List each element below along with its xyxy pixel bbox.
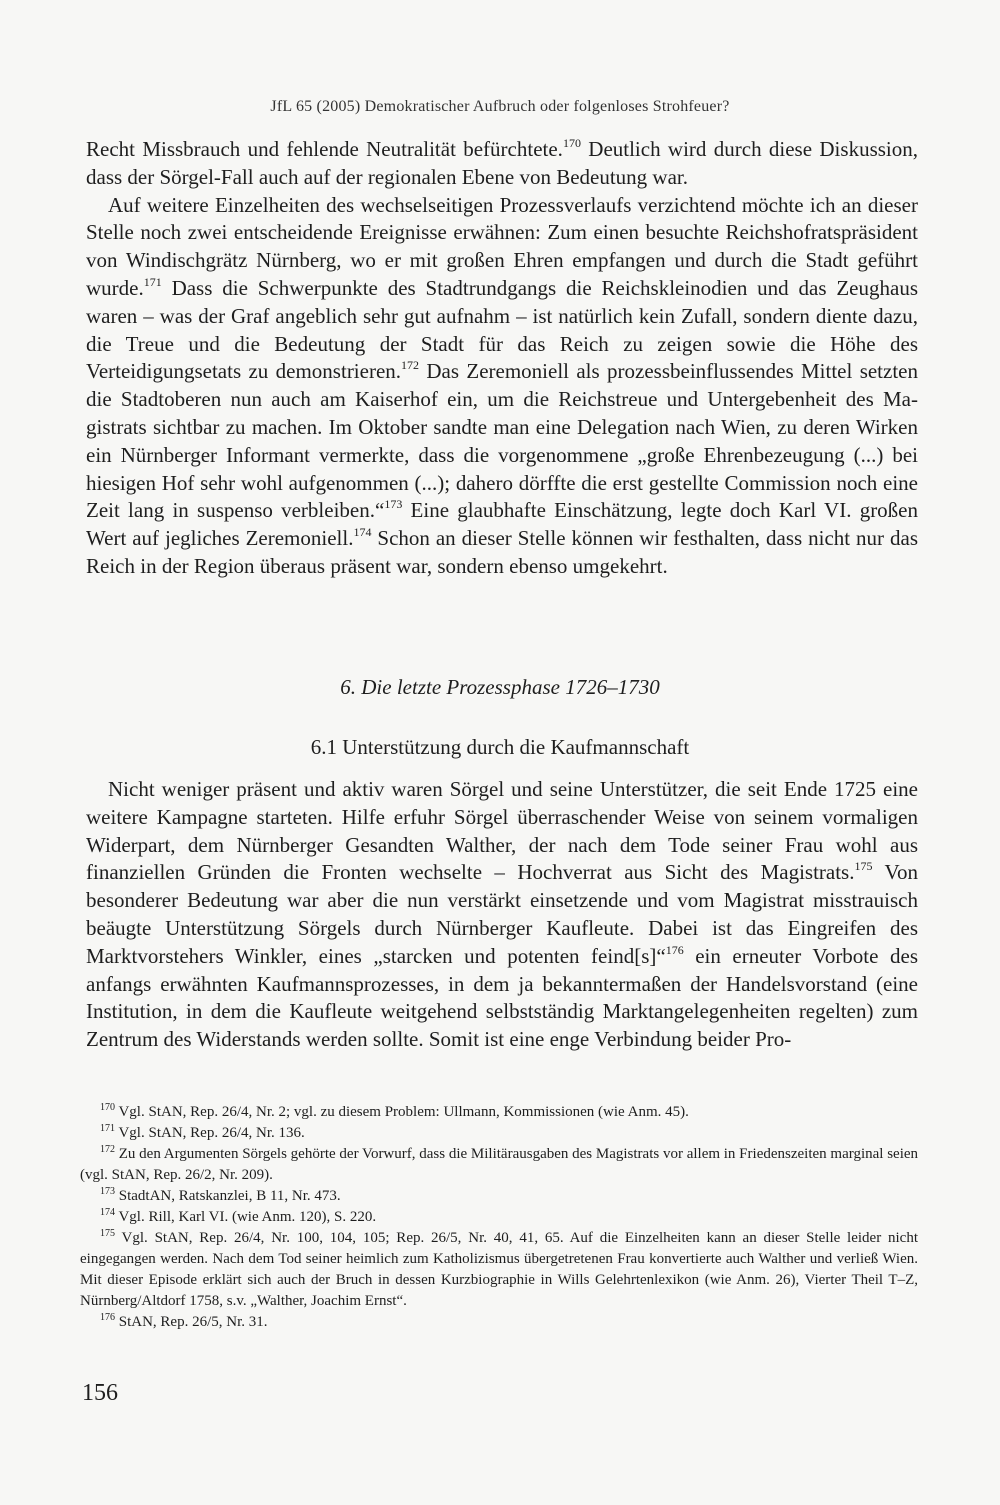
paragraph-2 — [86, 192, 918, 581]
footnote-number: 175 — [100, 1228, 115, 1239]
text-segment: Nicht weniger präsent und aktiv waren Sörgel und seine Unterstützer, die seit Ende 1725 eine weitere Kampagne starteten. Hilfe erfuhr Sörgel überraschender Weise von seinem vormaligen Widerpart, dem Nürnberger Gesandten Walther, der nach dem Tode seiner Frau wohl aus finanziellen Gründen die Fronten wechselte – Hochverrat aus Sicht des Magistrats. — [86, 777, 918, 885]
chapter-heading: 6. Die letzte Prozessphase 1726–1730 — [340, 675, 660, 699]
body-text-top — [86, 136, 918, 581]
footnote-number: 171 — [100, 1123, 115, 1134]
footnote-text: StadtAN, Ratskanzlei, B 11, Nr. 473. — [115, 1188, 341, 1204]
text-segment: Dass die Schwerpunkte des Stadtrundgangs die Reichskleinodien und das Zeughaus waren – was der Graf angeblich sehr gut aufnahm – ist natürlich kein Zufall, sondern diente dazu, die Treue und die Bedeutung der Stadt für das Reich zu zeigen sowie die Höhe des Verteidigungsetats zu demonstrieren. — [86, 275, 918, 384]
footnote-text: Vgl. Rill, Karl VI. (wie Anm. 120), S. 220. — [115, 1209, 377, 1225]
text-segment: Eine glaubhafte Einschätzung, legte doch Karl VI. großen Wert auf jegliches Zeremoniell. — [86, 498, 919, 551]
footnote — [80, 1186, 918, 1207]
text-segment: Recht Missbrauch und fehlende Neutralität befürchtete. — [86, 137, 563, 161]
paragraph-3 — [86, 776, 918, 1054]
footnote — [80, 1228, 918, 1312]
footnote-number: 170 — [100, 1102, 115, 1113]
text-segment: Schon an dieser Stelle können wir festhalten, dass nicht nur das Reich in der Region überaus präsent war, sondern ebenso umgekehrt. — [86, 526, 918, 578]
footnote — [80, 1123, 918, 1144]
text-segment: ein erneuter Vorbote des anfangs erwähnten Kaufmannsprozesses, in dem ja bekanntermaßen der Handelsvorstand (eine Institution, in dem die Kaufleute weitgehend selbstständig Marktangelegenheiten regelten) zum Zentrum des Widerstands werden sollte. Somit ist eine enge Verbindung beider Pro- — [86, 943, 918, 1052]
footnote-ref-171: 171 — [143, 274, 162, 289]
body-text-bottom — [86, 776, 918, 1054]
footnote — [80, 1102, 918, 1123]
paragraph-1 — [86, 136, 918, 192]
footnote-ref-173: 173 — [384, 497, 403, 512]
footnote — [80, 1144, 918, 1186]
running-header: JfL 65 (2005) Demokratischer Aufbruch oder folgenloses Strohfeuer? — [270, 98, 730, 115]
section-heading: 6.1 Unterstützung durch die Kaufmannschaft — [310, 735, 690, 759]
footnote-text: Zu den Argumenten Sörgels gehörte der Vorwurf, dass die Militärausgaben des Magistrats vor allem in Friedenszeiten marginal seien (vgl. StAN, Rep. 26/2, Nr. 209). — [80, 1146, 919, 1183]
footnote — [80, 1312, 918, 1333]
footnote-ref-175: 175 — [854, 859, 873, 874]
footnote-number: 176 — [100, 1312, 115, 1323]
footnote — [80, 1207, 918, 1228]
text-segment: Von besonderer Bedeutung war aber die nun verstärkt einsetzende und vom Magistrat misstrauisch beäugte Unterstützung Sörgels durch Nürnberger Kaufleute. Dabei ist das Eingreifen des Marktvorstehers Winkler, eines „starcken und potenten feind[s]“ — [86, 860, 918, 968]
footnote-ref-176: 176 — [665, 942, 684, 957]
footnote-ref-174: 174 — [353, 525, 372, 540]
text-segment: Deutlich wird durch diese Diskussion, dass der Sörgel-Fall auch auf der regionalen Ebene von Bedeutung war. — [86, 137, 918, 189]
footnote-ref-172: 172 — [401, 358, 420, 373]
footnotes — [80, 1102, 918, 1333]
footnote-number: 172 — [100, 1144, 115, 1155]
page-number: 156 — [82, 1380, 118, 1406]
text-segment: Das Zeremoniell als prozessbeinflussendes Mittel setzten die Stadtoberen nun auch am Kaiserhof ein, um die Reichstreue und Untergebenheit des Magistrats sichtbar zu machen. Im Oktober sandte man eine Delegation nach Wien, zu deren Wirken ein Nürnberger Informant vermerkte, dass die vorgenommene „große Ehrenbezeugung (...) bei hiesigen Hof sehr wohl aufgenommen (...); dahero dörffte die erst gestellte Commission noch eine Zeit lang in suspenso verbleiben.“ — [86, 359, 918, 523]
footnote-text: Vgl. StAN, Rep. 26/4, Nr. 136. — [115, 1125, 305, 1141]
footnote-number: 173 — [100, 1186, 115, 1197]
footnote-text: Vgl. StAN, Rep. 26/4, Nr. 100, 104, 105; Rep. 26/5, Nr. 40, 41, 65. Auf die Einzelheiten kann an dieser Stelle leider nicht eingegangen werden. Nach dem Tod seiner heimlich zum Katholizismus übergetretenen Frau konvertierte auch Walther und verließ Wien. Mit dieser Episode erklärt sich auch der Bruch in dessen Kurzbiographie in Wills Gelehrtenlexikon (wie Anm. 26), Vierter Theil T–Z, Nürnberg/Altdorf 1758, s.v. „Walther, Joachim Ernst“. — [80, 1230, 918, 1309]
footnote-ref-170: 170 — [562, 136, 581, 150]
footnote-number: 174 — [100, 1207, 115, 1218]
footnote-text: Vgl. StAN, Rep. 26/4, Nr. 2; vgl. zu diesem Problem: Ullmann, Kommissionen (wie Anm. 45). — [115, 1104, 689, 1120]
footnote-text: StAN, Rep. 26/5, Nr. 31. — [115, 1314, 268, 1330]
text-segment: Auf weitere Einzelheiten des wechselseitigen Prozessverlaufs verzichtend möchte ich an dieser Stelle noch zwei entscheidende Ereignisse erwähnen: Zum einen besuchte Reichshofratspräsident von Windischgrätz Nürnberg, wo er mit großen Ehren empfangen und durch die Stadt geführt wurde. — [86, 192, 918, 300]
